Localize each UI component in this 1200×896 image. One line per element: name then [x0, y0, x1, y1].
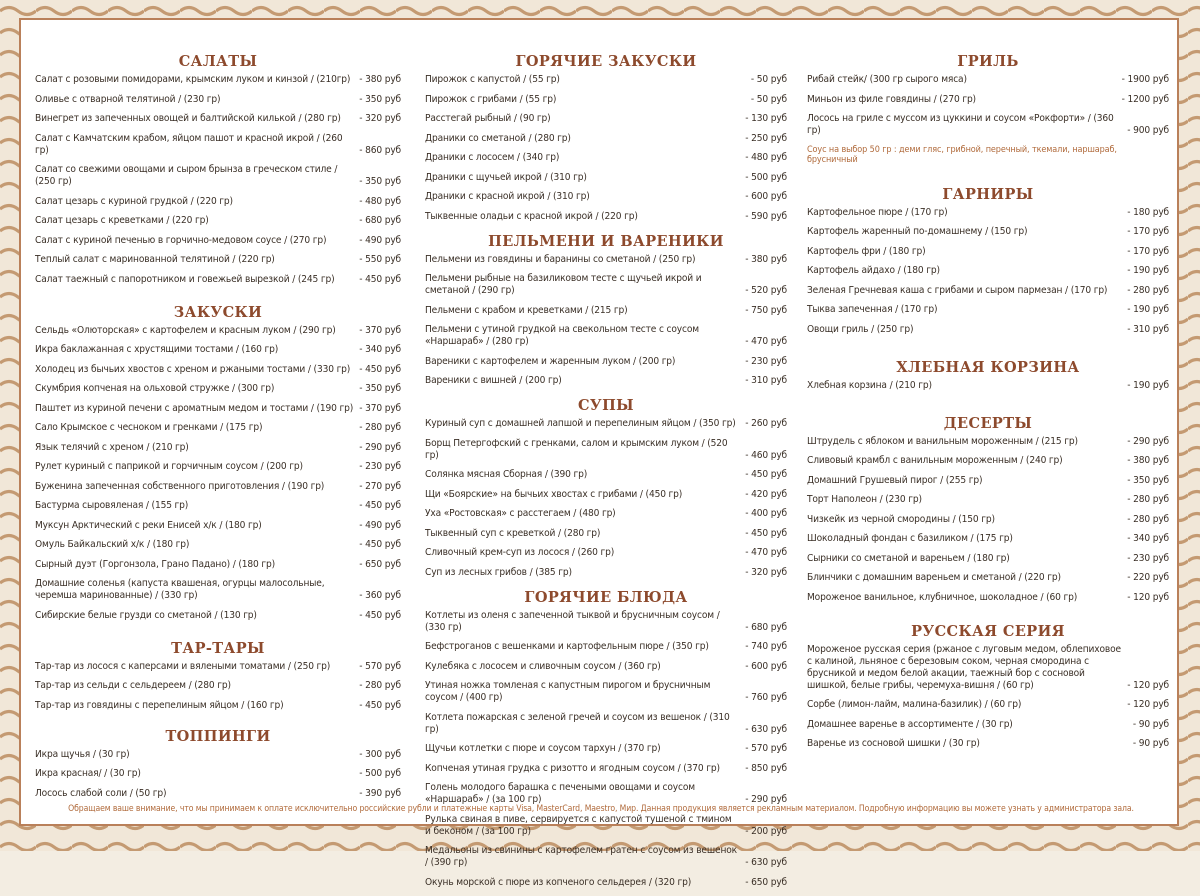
menu-item-name: Уха «Ростовская» с расстегаем / (480 гр) [425, 508, 616, 519]
menu-item-price: - 450 руб [745, 527, 787, 539]
menu-item-price: - 740 руб [745, 641, 787, 652]
menu-item-price: - 520 руб [745, 285, 787, 296]
menu-item-name: Пельмени с утиной грудкой на свекольном тесте с соусом «Наршараб» / (280 гр) [425, 324, 699, 347]
section-title: СУПЫ [577, 397, 635, 414]
menu-item [425, 763, 787, 775]
menu-item [35, 680, 401, 692]
sauce-note: Соус на выбор 50 гр : деми гляс, грибной, перечный, ткемали, наршараб, брусничный [807, 144, 1117, 165]
menu-item-name: Котлеты из оленя с запеченной тыквой и брусничным соусом / (330 гр) [425, 609, 720, 633]
menu-item [425, 418, 787, 430]
section-title: ПЕЛЬМЕНИ И ВАРЕНИКИ [488, 232, 724, 250]
menu-item [35, 74, 401, 86]
menu-item-price: - 350 руб [359, 93, 401, 105]
section-garnish [807, 185, 1169, 336]
menu-item-name: Винегрет из запеченных овощей и балтийской килькой / (280 гр) [35, 113, 341, 124]
menu-item-name: Котлета пожарская с зеленой гречей и соусом из вешенок / (310 гр) [425, 711, 730, 735]
menu-item [807, 94, 1169, 106]
section-hot-dishes [425, 588, 787, 889]
menu-item [807, 455, 1169, 467]
menu-item-price: - 590 руб [745, 210, 787, 222]
menu-item [425, 567, 787, 579]
menu-item-name: Штрудель с яблоком и ванильным мороженным / (215 гр) [807, 435, 1078, 447]
menu-item-price: - 250 руб [745, 132, 787, 144]
menu-item-name: Вареники с картофелем и жаренным луком / (200 гр) [425, 355, 676, 367]
menu-item-name: Сырники со сметаной и вареньем / (180 гр) [807, 552, 1010, 564]
menu-item-price: - 630 руб [745, 857, 787, 868]
menu-item-price: - 450 руб [359, 539, 401, 550]
menu-item-name: Голень молодого барашка с печеными овощами и соусом «Наршараб» / (за 100 гр) [425, 782, 695, 805]
menu-item [807, 226, 1169, 238]
menu-item-price: - 480 руб [359, 195, 401, 207]
menu-item-name: Щучьи котлетки с пюре и соусом тархун / (370 гр) [425, 743, 661, 754]
menu-item-name: Икра красная/ / (30 гр) [35, 768, 141, 779]
menu-item-name: Рулька свиная в пиве, сервируется с капустой тушеной с тмином и беконом / (за 100 гр) [425, 813, 732, 837]
menu-item-name: Бастурма сыровяленая / (155 гр) [35, 500, 189, 511]
menu-item-price: - 200 руб [745, 825, 787, 837]
section-soups [425, 396, 787, 579]
menu-item [35, 113, 401, 125]
menu-item [425, 254, 787, 266]
menu-item-name: Чизкейк из черной смородины / (150 гр) [807, 513, 995, 525]
menu-item-name: Салат с Камчатским крабом, яйцом пашот и красной икрой / (260 гр) [35, 132, 343, 156]
menu-item-name: Окунь морской с пюре из копченого сельдерея / (320 гр) [425, 876, 692, 888]
menu-item [807, 265, 1169, 277]
section-title: ТАР-ТАРЫ [171, 639, 265, 657]
menu-item [35, 461, 401, 473]
menu-item [425, 508, 787, 520]
menu-item [35, 442, 401, 454]
menu-item [35, 344, 401, 356]
menu-item-price: - 570 руб [745, 743, 787, 754]
menu-item [807, 738, 1169, 750]
menu-item-name: Мороженое ванильное, клубничное, шоколадное / (60 гр) [807, 591, 1078, 603]
menu-item-price: - 120 руб [1127, 699, 1169, 710]
menu-item-price: - 380 руб [745, 253, 787, 265]
menu-item [425, 489, 787, 501]
menu-item-name: Сливовый крамбл с ванильным мороженным / (240 гр) [807, 455, 1063, 466]
menu-item-price: - 470 руб [745, 336, 787, 347]
menu-item [425, 814, 787, 838]
menu-item-price: - 290 руб [1127, 435, 1169, 447]
menu-item-price: - 650 руб [359, 558, 401, 570]
menu-item-price: - 170 руб [1127, 245, 1169, 257]
menu-item [425, 133, 787, 145]
menu-item-name: Шоколадный фондан с базиликом / (175 гр) [807, 533, 1013, 544]
menu-item-price: - 470 руб [745, 547, 787, 558]
menu-column-middle [425, 52, 787, 896]
menu-item [35, 403, 401, 415]
menu-item-name: Икра баклажанная с хрустящими тостами / (160 гр) [35, 344, 279, 355]
menu-item-name: Драники с щучьей икрой / (310 гр) [425, 171, 587, 183]
menu-item [807, 699, 1169, 711]
menu-item-price: - 490 руб [359, 234, 401, 246]
menu-item [425, 610, 787, 634]
menu-item [425, 152, 787, 164]
menu-item-name: Салат таежный с папоротником и говежьей вырезкой / (245 гр) [35, 273, 335, 285]
section-title: ДЕСЕРТЫ [943, 414, 1033, 432]
menu-item [425, 438, 787, 462]
menu-item-price: - 1200 руб [1121, 93, 1169, 105]
section-title: САЛАТЫ [178, 53, 258, 70]
section-title: РУССКАЯ СЕРИЯ [911, 622, 1065, 640]
menu-item-name: Теплый салат с маринованной телятиной / (220 гр) [35, 254, 275, 265]
menu-item-name: Салат с розовыми помидорами, крымским луком и кинзой / (210гр) [35, 74, 351, 85]
section-toppings [35, 727, 401, 800]
menu-item-name: Холодец из бычьих хвостов с хреном и ржаными тостами / (330 гр) [35, 363, 351, 375]
menu-item [425, 211, 787, 223]
menu-column-right [807, 52, 1169, 758]
menu-item-price: - 90 руб [1132, 738, 1169, 749]
menu-item [35, 610, 401, 622]
menu-item-name: Салат со свежими овощами и сыром брынза в греческом стиле / (250 гр) [35, 164, 338, 187]
menu-item-price: - 350 руб [1127, 474, 1169, 486]
menu-item-name: Тыквенный суп с креветкой / (280 гр) [425, 527, 601, 539]
menu-item-name: Сливочный крем-суп из лосося / (260 гр) [425, 547, 615, 558]
menu-item-price: - 130 руб [745, 113, 787, 124]
menu-item-price: - 360 руб [359, 590, 401, 601]
menu-item [807, 475, 1169, 487]
menu-item [425, 191, 787, 203]
section-desserts [807, 414, 1169, 604]
menu-item-price: - 280 руб [1127, 513, 1169, 525]
menu-item-name: Салат цезарь с куриной грудкой / (220 гр) [35, 195, 233, 207]
menu-item [425, 305, 787, 317]
menu-item-price: - 860 руб [359, 144, 401, 156]
menu-item-name: Салат цезарь с креветками / (220 гр) [35, 215, 209, 226]
menu-item [35, 520, 401, 532]
menu-item [807, 324, 1169, 336]
menu-item-name: Драники с лососем / (340 гр) [425, 152, 560, 163]
menu-item-name: Драники со сметаной / (280 гр) [425, 132, 571, 144]
menu-item-name: Лосось на гриле с муссом из цуккини и соусом «Рокфорти» / (360 гр) [807, 113, 1114, 136]
menu-item-price: - 390 руб [359, 787, 401, 799]
menu-item-name: Варенье из сосновой шишки / (30 гр) [807, 738, 980, 749]
menu-item-price: - 90 руб [1132, 718, 1169, 730]
menu-item-price: - 680 руб [745, 621, 787, 633]
menu-item-name: Омуль Байкальский х/к / (180 гр) [35, 539, 190, 550]
menu-item [425, 782, 787, 806]
menu-item [425, 172, 787, 184]
menu-item-price: - 270 руб [359, 480, 401, 492]
menu-item [425, 94, 787, 106]
menu-item-price: - 750 руб [745, 304, 787, 316]
menu-item-price: - 300 руб [359, 748, 401, 760]
menu-item [35, 559, 401, 571]
menu-item [425, 641, 787, 653]
section-title: ЗАКУСКИ [173, 303, 263, 321]
menu-item-name: Пельмени с крабом и креветками / (215 гр) [425, 304, 628, 316]
menu-item-price: - 630 руб [745, 723, 787, 735]
menu-item [35, 700, 401, 712]
menu-item-name: Щи «Боярские» на бычьих хвостах с грибами / (450 гр) [425, 488, 683, 500]
menu-item [807, 514, 1169, 526]
menu-item-price: - 230 руб [745, 355, 787, 367]
menu-item [807, 74, 1169, 86]
menu-item-name: Лосось слабой соли / (50 гр) [35, 787, 167, 799]
menu-item-name: Зеленая Гречневая каша с грибами и сыром пармезан / (170 гр) [807, 284, 1108, 296]
menu-item [35, 749, 401, 761]
menu-item-name: Кулебяка с лососем и сливочным соусом / (360 гр) [425, 660, 661, 672]
menu-item [35, 196, 401, 208]
menu-item-price: - 600 руб [745, 191, 787, 202]
menu-item-name: Домашние соленья (капуста квашеная, огурцы малосольные, черемша маринованные) / (330 гр) [35, 578, 325, 601]
menu-item-name: Сорбе (лимон-лайм, малина-базилик) / (60 гр) [807, 699, 1022, 710]
menu-item-price: - 450 руб [359, 363, 401, 375]
menu-item-price: - 290 руб [745, 794, 787, 805]
menu-item-name: Тар-тар из сельди с сельдереем / (280 гр) [35, 680, 231, 691]
menu-item-name: Сало Крымское с чесноком и гренками / (175 гр) [35, 422, 263, 433]
menu-item-name: Блинчики с домашним вареньем и сметаной / (220 гр) [807, 572, 1061, 583]
menu-item-name: Тыква запеченная / (170 гр) [807, 304, 938, 315]
menu-item [35, 215, 401, 227]
menu-item-price: - 450 руб [359, 500, 401, 511]
menu-item-price: - 170 руб [1127, 226, 1169, 237]
menu-item-price: - 230 руб [359, 461, 401, 472]
menu-item-name: Бефстроганов с вешенками и картофельным пюре / (350 гр) [425, 641, 709, 652]
menu-item-price: - 380 руб [1127, 455, 1169, 466]
menu-item-price: - 490 руб [359, 519, 401, 531]
section-title: ГАРНИРЫ [942, 185, 1034, 203]
section-hot-snacks [425, 52, 787, 223]
menu-item-price: - 350 руб [359, 383, 401, 394]
menu-item [35, 325, 401, 337]
menu-item [807, 644, 1169, 692]
menu-item [425, 74, 787, 86]
menu-item [425, 712, 787, 736]
menu-item-name: Картофель жаренный по-домашнему / (150 гр) [807, 226, 1028, 237]
menu-item [35, 768, 401, 780]
menu-item [807, 494, 1169, 506]
menu-item-name: Пирожок с грибами / (55 гр) [425, 93, 557, 105]
menu-item [807, 113, 1169, 137]
menu-item [807, 719, 1169, 731]
menu-item [35, 422, 401, 434]
menu-item-price: - 120 руб [1127, 679, 1169, 691]
menu-item-name: Рулет куриный с паприкой и горчичным соусом / (200 гр) [35, 461, 303, 472]
menu-item-price: - 280 руб [359, 680, 401, 691]
menu-item-price: - 1900 руб [1121, 74, 1169, 85]
menu-item-price: - 450 руб [359, 699, 401, 711]
menu-item [425, 356, 787, 368]
menu-item-price: - 230 руб [1127, 552, 1169, 564]
menu-item [807, 207, 1169, 219]
section-tartare [35, 639, 401, 712]
menu-item [807, 572, 1169, 584]
menu-item-name: Пельмени рыбные на базиликовом тесте с щучьей икрой и сметаной / (290 гр) [425, 273, 702, 296]
menu-item [425, 680, 787, 704]
section-grill [807, 52, 1169, 165]
menu-item [35, 133, 401, 157]
menu-item [35, 164, 401, 188]
menu-item-name: Вареники с вишней / (200 гр) [425, 375, 562, 386]
menu-item-price: - 120 руб [1127, 591, 1169, 603]
menu-item [807, 380, 1169, 392]
menu-item-price: - 400 руб [745, 508, 787, 519]
menu-item-name: Муксун Арктический с реки Енисей х/к / (180 гр) [35, 519, 262, 531]
menu-item [807, 553, 1169, 565]
menu-item-name: Медальоны из свинины с картофелем гратен с соусом из вешенок / (390 гр) [425, 845, 737, 868]
menu-item [425, 324, 787, 348]
menu-item-name: Сельдь «Олюторская» с картофелем и красным луком / (290 гр) [35, 324, 336, 336]
menu-item-price: - 350 руб [359, 176, 401, 187]
menu-item-name: Хлебная корзина / (210 гр) [807, 379, 932, 391]
section-title: ГОРЯЧИЕ ЗАКУСКИ [515, 53, 697, 70]
menu-item-name: Солянка мясная Сборная / (390 гр) [425, 469, 588, 480]
menu-item-price: - 180 руб [1127, 206, 1169, 218]
menu-item [425, 743, 787, 755]
menu-item-price: - 340 руб [359, 344, 401, 355]
menu-item [425, 661, 787, 673]
menu-item [425, 469, 787, 481]
menu-item-price: - 310 руб [1127, 323, 1169, 335]
menu-item-name: Салат с куриной печенью в горчично-медовом соусе / (270 гр) [35, 234, 327, 246]
menu-item-price: - 280 руб [1127, 494, 1169, 505]
menu-item-price: - 450 руб [745, 469, 787, 480]
menu-item-name: Борщ Петергофский с гренками, салом и крымским луком / (520 гр) [425, 437, 728, 461]
menu-item-price: - 320 руб [359, 113, 401, 124]
menu-item [425, 845, 787, 869]
menu-item-price: - 310 руб [745, 375, 787, 386]
menu-item-price: - 680 руб [359, 215, 401, 226]
menu-item-name: Буженина запеченная собственного приготовления / (190 гр) [35, 480, 325, 492]
menu-item-price: - 450 руб [359, 273, 401, 285]
menu-item-name: Пельмени из говядины и баранины со сметаной / (250 гр) [425, 253, 696, 265]
menu-item [425, 113, 787, 125]
menu-item-name: Язык телячий с хреном / (210 гр) [35, 441, 189, 453]
menu-item-name: Картофель айдахо / (180 гр) [807, 265, 940, 276]
menu-item [425, 273, 787, 297]
section-snacks [35, 303, 401, 622]
menu-item-price: - 190 руб [1127, 304, 1169, 315]
menu-item-price: - 850 руб [745, 762, 787, 774]
menu-item-price: - 420 руб [745, 488, 787, 500]
menu-item-name: Овощи гриль / (250 гр) [807, 323, 914, 335]
section-russian-series [807, 622, 1169, 751]
section-title: ГОРЯЧИЕ БЛЮДА [524, 588, 688, 606]
menu-item [35, 274, 401, 286]
menu-item-name: Картофель фри / (180 гр) [807, 245, 926, 257]
menu-item-price: - 550 руб [359, 254, 401, 265]
menu-item-name: Тар-тар из лосося с каперсами и вялеными томатами / (250 гр) [35, 660, 331, 672]
menu-item [425, 375, 787, 387]
menu-item-price: - 600 руб [745, 660, 787, 672]
menu-item-name: Икра щучья / (30 гр) [35, 748, 130, 760]
menu-item-price: - 370 руб [359, 402, 401, 414]
menu-item-price: - 650 руб [745, 876, 787, 888]
menu-item [807, 533, 1169, 545]
menu-item-name: Пирожок с капустой / (55 гр) [425, 74, 560, 85]
menu-item [807, 592, 1169, 604]
menu-item-name: Сибирские белые грузди со сметаной / (130 гр) [35, 609, 257, 621]
menu-item [425, 547, 787, 559]
menu-item-price: - 370 руб [359, 324, 401, 336]
menu-item [425, 528, 787, 540]
section-title: ГРИЛЬ [957, 53, 1019, 70]
menu-item [35, 578, 401, 602]
section-bread [807, 358, 1169, 392]
menu-item [807, 436, 1169, 448]
menu-item-price: - 320 руб [745, 566, 787, 578]
menu-item [807, 304, 1169, 316]
menu-item-price: - 280 руб [1127, 284, 1169, 296]
menu-item-name: Оливье с отварной телятиной / (230 гр) [35, 93, 221, 105]
menu-item-name: Рибай стейк/ (300 гр сырого мяса) [807, 74, 967, 85]
menu-item-name: Тыквенные оладьи с красной икрой / (220 гр) [425, 210, 638, 222]
menu-item-price: - 480 руб [745, 152, 787, 163]
menu-item-name: Миньон из филе говядины / (270 гр) [807, 93, 976, 105]
menu-item-name: Паштет из куриной печени с ароматным медом и тостами / (190 гр) [35, 402, 354, 414]
menu-item [807, 285, 1169, 297]
menu-item-name: Тар-тар из говядины с перепелиным яйцом / (160 гр) [35, 699, 284, 711]
menu-item-price: - 280 руб [359, 422, 401, 433]
menu-item-price: - 50 руб [750, 93, 787, 105]
menu-item [35, 661, 401, 673]
menu-item [35, 94, 401, 106]
menu-item-name: Утиная ножка томленая с капустным пирогом и брусничным соусом / (400 гр) [425, 680, 711, 703]
menu-item-name: Домашнее варенье в ассортименте / (30 гр) [807, 718, 1013, 730]
menu-item-price: - 500 руб [745, 171, 787, 183]
menu-item-name: Скумбрия копченая на ольховой стружке / (300 гр) [35, 383, 275, 394]
menu-item-price: - 570 руб [359, 660, 401, 672]
menu-item-name: Суп из лесных грибов / (385 гр) [425, 566, 572, 578]
section-title: ТОППИНГИ [165, 727, 271, 745]
menu-item-name: Домашний Грушевый пирог / (255 гр) [807, 474, 983, 486]
menu-item-name: Торт Наполеон / (230 гр) [807, 494, 922, 505]
menu-column-left [35, 52, 401, 807]
menu-item-price: - 450 руб [359, 609, 401, 621]
menu-item-price: - 260 руб [745, 418, 787, 429]
menu-item-price: - 900 руб [1127, 125, 1169, 136]
menu-item-price: - 380 руб [359, 74, 401, 85]
menu-item-price: - 760 руб [745, 692, 787, 703]
menu-item-price: - 290 руб [359, 441, 401, 453]
menu-item [807, 246, 1169, 258]
section-title: ХЛЕБНАЯ КОРЗИНА [896, 358, 1080, 376]
menu-item [35, 788, 401, 800]
payment-footnote: Обращаем ваше внимание, что мы принимаем к оплате исключительно российские рубли и платежные карты Visa, MasterCard, Maestro, Мир. Данная продукция является рекламным материалом. Подробную информацию вы можете узнать у администратора зала. [68, 804, 1134, 814]
menu-sheet [19, 18, 1179, 888]
menu-item-name: Сырный дуэт (Горгонзола, Грано Падано) / (180 гр) [35, 558, 276, 570]
menu-item [35, 364, 401, 376]
menu-item-name: Копченая утиная грудка с ризотто и ягодным соусом / (370 гр) [425, 762, 720, 774]
section-salads [35, 52, 401, 286]
menu-item [35, 254, 401, 266]
menu-item-price: - 190 руб [1127, 265, 1169, 276]
menu-item-name: Мороженое русская серия (ржаное с луговым медом, облепиховое с калиной, льняное с березовым соком, черная смородина с брусникой и медом белой акации, таежный бор с сосновой шишкой, белые грибы, черемуха-вишня / (60 гр) [807, 643, 1121, 691]
menu-item-name: Картофельное пюре / (170 гр) [807, 206, 948, 218]
menu-item-name: Куриный суп с домашней лапшой и перепелиным яйцом / (350 гр) [425, 418, 736, 429]
menu-item-price: - 500 руб [359, 768, 401, 779]
menu-item [35, 383, 401, 395]
menu-item [425, 877, 787, 889]
menu-item-price: - 460 руб [745, 449, 787, 461]
menu-item [35, 235, 401, 247]
menu-item [35, 500, 401, 512]
menu-item-price: - 190 руб [1127, 379, 1169, 391]
menu-item [35, 539, 401, 551]
section-dumplings [425, 232, 787, 388]
menu-item-name: Расстегай рыбный / (90 гр) [425, 113, 551, 124]
menu-item-price: - 340 руб [1127, 533, 1169, 544]
menu-item [35, 481, 401, 493]
menu-item-name: Драники с красной икрой / (310 гр) [425, 191, 590, 202]
menu-item-price: - 220 руб [1127, 572, 1169, 583]
menu-item-price: - 50 руб [750, 74, 787, 85]
